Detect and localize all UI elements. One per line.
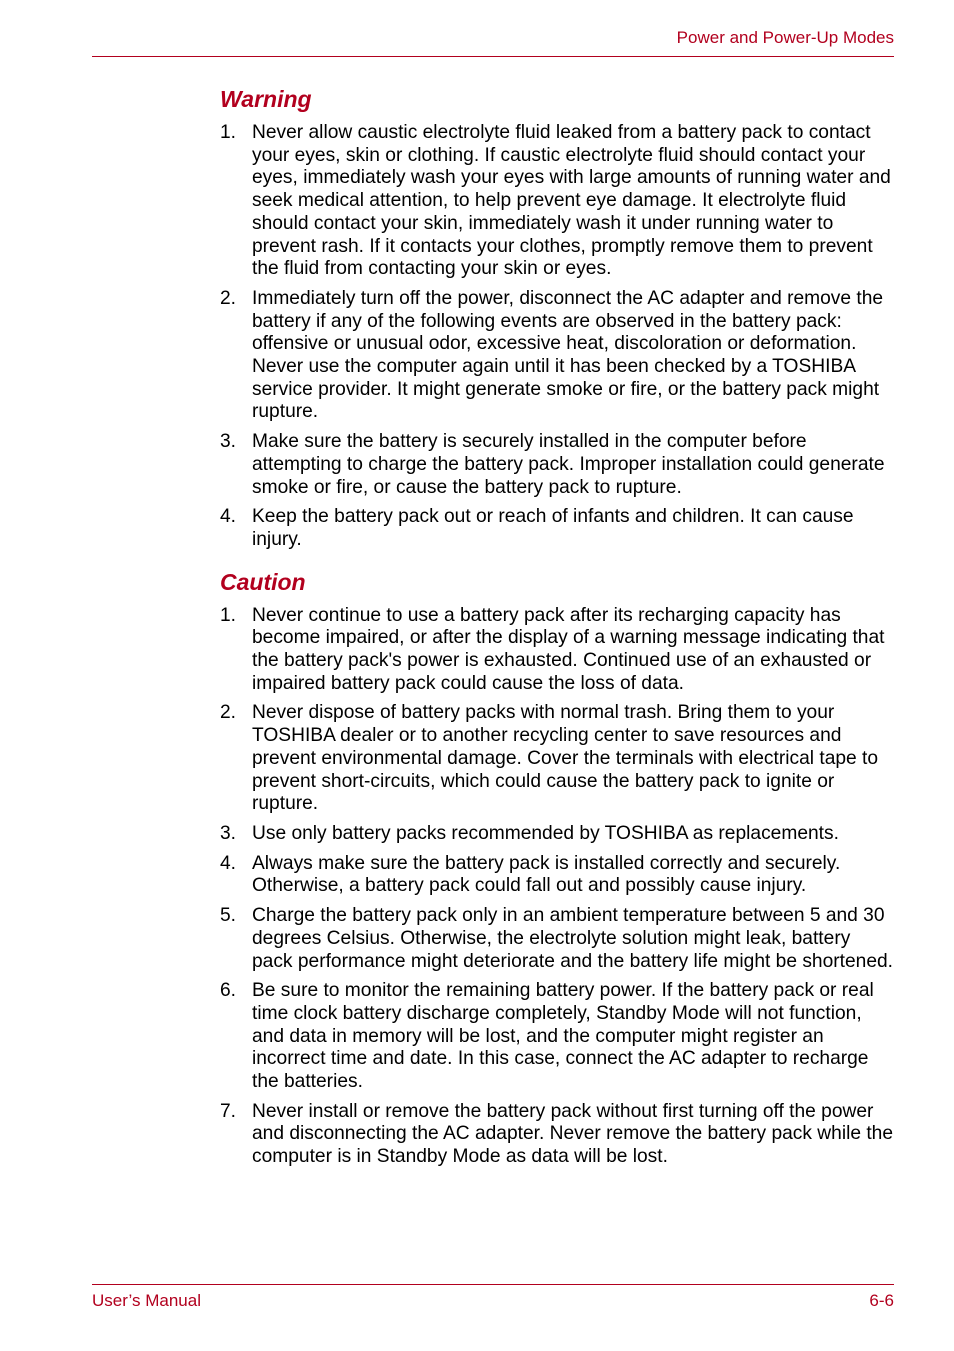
- list-item: [220, 506, 896, 551]
- list-item: [220, 1101, 896, 1169]
- item-text: Charge the battery pack only in an ambient temperature between 5 and 30 degrees Celsius. Otherwise, the electrolyte solution might leak, battery pack performance might deteriorate and the battery life might be shortened.: [252, 905, 894, 972]
- item-text: Immediately turn off the power, disconnect the AC adapter and remove the battery if any of the following events are observed in the battery pack: offensive or unusual odor, excessive heat, discoloration or deformation. Never use the computer again until it has been checked by a TOSHIBA service provider. It might generate smoke or fire, or the battery pack might rupture.: [252, 287, 884, 423]
- warning-list: [220, 122, 896, 552]
- item-number: 1.: [220, 122, 237, 143]
- item-text: Never allow caustic electrolyte fluid leaked from a battery pack to contact your eyes, skin or clothing. If caustic electrolyte fluid should contact your eyes, immediately wash your eyes with large amounts of running water and seek medical attention, to help prevent eye damage. It electrolyte fluid should contact your skin, immediately wash it under running water to prevent rash. If it contacts your clothes, promptly remove them to prevent the fluid from contacting your skin or eyes.: [252, 122, 891, 280]
- item-text: Never continue to use a battery pack after its recharging capacity has become impaired, or after the display of a warning message indicating that the battery pack's power is exhausted. Continued use of an exhausted or impaired battery pack could cause the loss of data.: [252, 604, 885, 694]
- item-number: 7.: [220, 1100, 237, 1122]
- item-text: Make sure the battery is securely installed in the computer before attempting to charge the battery pack. Improper installation could generate smoke or fire, or cause the battery pack to rupture.: [252, 431, 885, 498]
- footer-manual-title: User’s Manual: [92, 1291, 201, 1310]
- item-text: Always make sure the battery pack is installed correctly and securely. Otherwise, a battery pack could fall out and possibly cause injury.: [252, 852, 841, 897]
- caution-heading: Caution: [220, 568, 306, 595]
- item-number: 2.: [220, 287, 237, 309]
- item-number: 4.: [220, 852, 237, 874]
- item-text: Never dispose of battery packs with normal trash. Bring them to your TOSHIBA dealer or to another recycling center to save resources and prevent environmental damage. Cover the terminals with electrical tape to prevent short-circuits, which could cause the battery pack to ignite or rupture.: [252, 702, 879, 815]
- list-item: [220, 122, 896, 281]
- item-number: 5.: [220, 905, 237, 927]
- list-item: [220, 288, 896, 424]
- running-header: Power and Power-Up Modes: [676, 28, 894, 47]
- list-item: [220, 702, 896, 816]
- item-text: Keep the battery pack out or reach of infants and children. It can cause injury.: [252, 506, 854, 550]
- item-number: 6.: [220, 980, 237, 1002]
- list-item: [220, 605, 896, 696]
- item-text: Use only battery packs recommended by TOSHIBA as replacements.: [252, 822, 839, 844]
- item-number: 2.: [220, 702, 237, 724]
- footer-rule: [92, 1284, 894, 1285]
- list-item: [220, 905, 896, 973]
- list-item: [220, 853, 896, 898]
- header-rule: [92, 56, 894, 57]
- caution-list: [220, 605, 896, 1169]
- item-number: 3.: [220, 431, 237, 453]
- item-number: 4.: [220, 506, 237, 528]
- page-number: 6-6: [869, 1291, 894, 1310]
- list-item: [220, 980, 896, 1094]
- warning-heading: Warning: [220, 86, 312, 112]
- item-number: 1.: [220, 604, 237, 626]
- list-item: [220, 823, 896, 846]
- list-item: [220, 431, 896, 499]
- item-text: Never install or remove the battery pack without first turning off the power and disconnecting the AC adapter. Never remove the battery pack while the computer is in Standby Mode as data will be lost.: [252, 1100, 894, 1168]
- item-text: Be sure to monitor the remaining battery power. If the battery pack or real time clock battery discharge completely, Standby Mode will not function, and data in memory will be lost, and the computer might register an incorrect time and date. In this case, connect the AC adapter to recharge the batteries.: [252, 980, 874, 1093]
- page-content: [220, 84, 896, 1176]
- item-number: 3.: [220, 822, 237, 844]
